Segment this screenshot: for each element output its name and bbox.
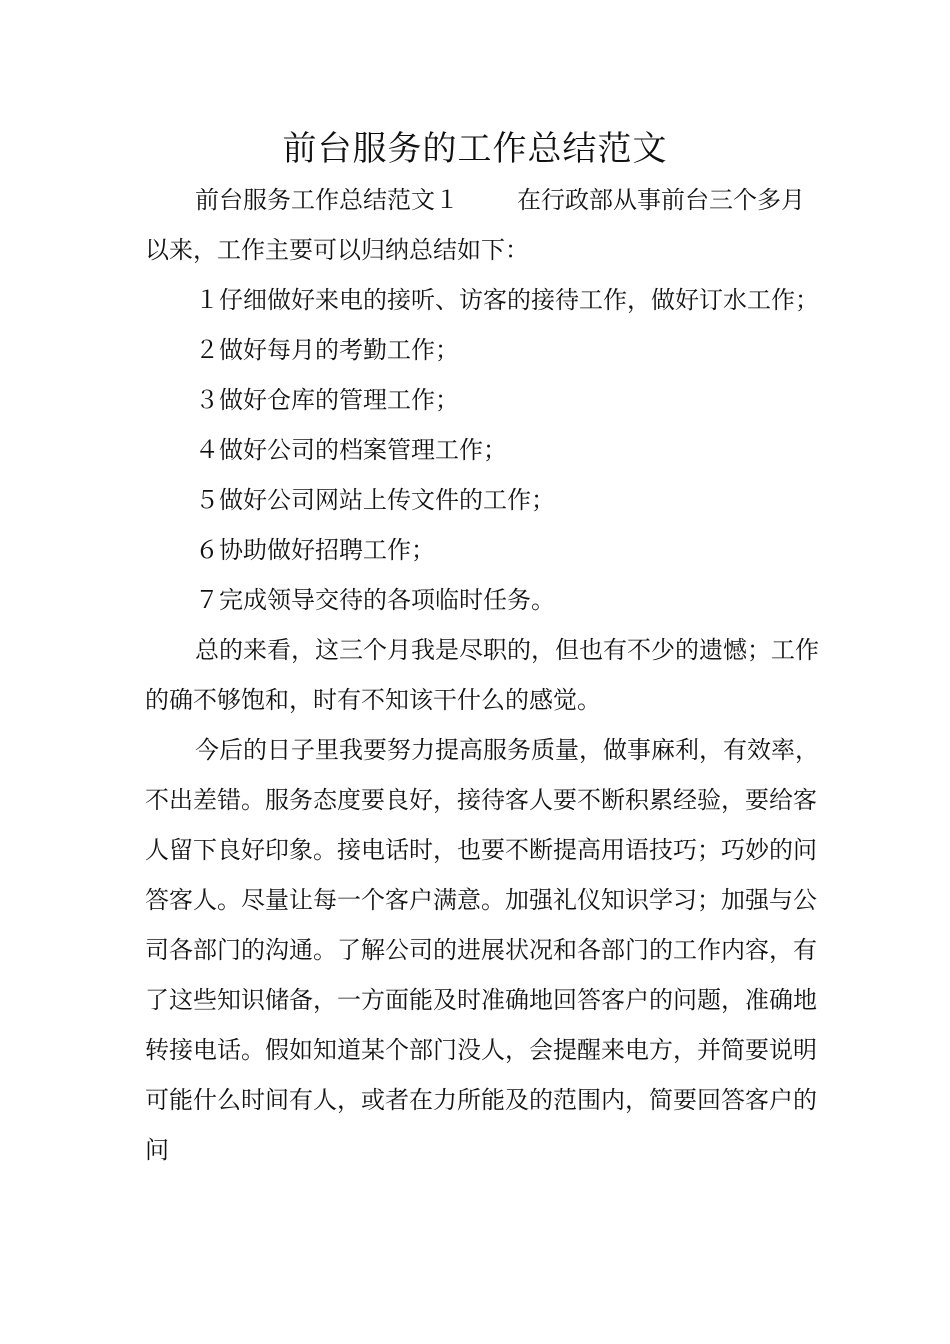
intro-text: 在行政部从事前台三个多月以来，工作主要可以归纳总结如下： xyxy=(145,186,805,264)
summary-paragraph: 总的来看，这三个月我是尽职的，但也有不少的遗憾；工作的确不够饱和，时有不知该干什么的感觉。 xyxy=(145,636,819,714)
list-item-6: ６协助做好招聘工作； xyxy=(195,536,435,564)
list-item-2: ２做好每月的考勤工作； xyxy=(195,336,459,364)
document-body xyxy=(145,175,820,1175)
intro-paragraph xyxy=(145,175,820,275)
intro-heading: 前台服务工作总结范文１ xyxy=(195,186,459,214)
document-title: 前台服务的工作总结范文 xyxy=(282,129,668,169)
list-item-1: １仔细做好来电的接听、访客的接待工作，做好订水工作； xyxy=(195,286,819,314)
list-item-7: ７完成领导交待的各项临时任务。 xyxy=(195,586,555,614)
list-item-5: ５做好公司网站上传文件的工作； xyxy=(195,486,555,514)
list-item-4: ４做好公司的档案管理工作； xyxy=(195,436,507,464)
list-item-3: ３做好仓库的管理工作； xyxy=(195,386,459,414)
plan-paragraph: 今后的日子里我要努力提高服务质量，做事麻利，有效率，不出差错。服务态度要良好，接待客人要不断积累经验，要给客人留下良好印象。接电话时，也要不断提高用语技巧；巧妙的问答客人。尽量让每一个客户满意。加强礼仪知识学习；加强与公司各部门的沟通。了解公司的进展状况和各部门的工作内容，有了这些知识储备，一方面能及时准确地回答客户的问题，准确地转接电话。假如知道某个部门没人，会提醒来电方，并简要说明可能什么时间有人，或者在力所能及的范围内，简要回答客户的问 xyxy=(145,736,819,1164)
